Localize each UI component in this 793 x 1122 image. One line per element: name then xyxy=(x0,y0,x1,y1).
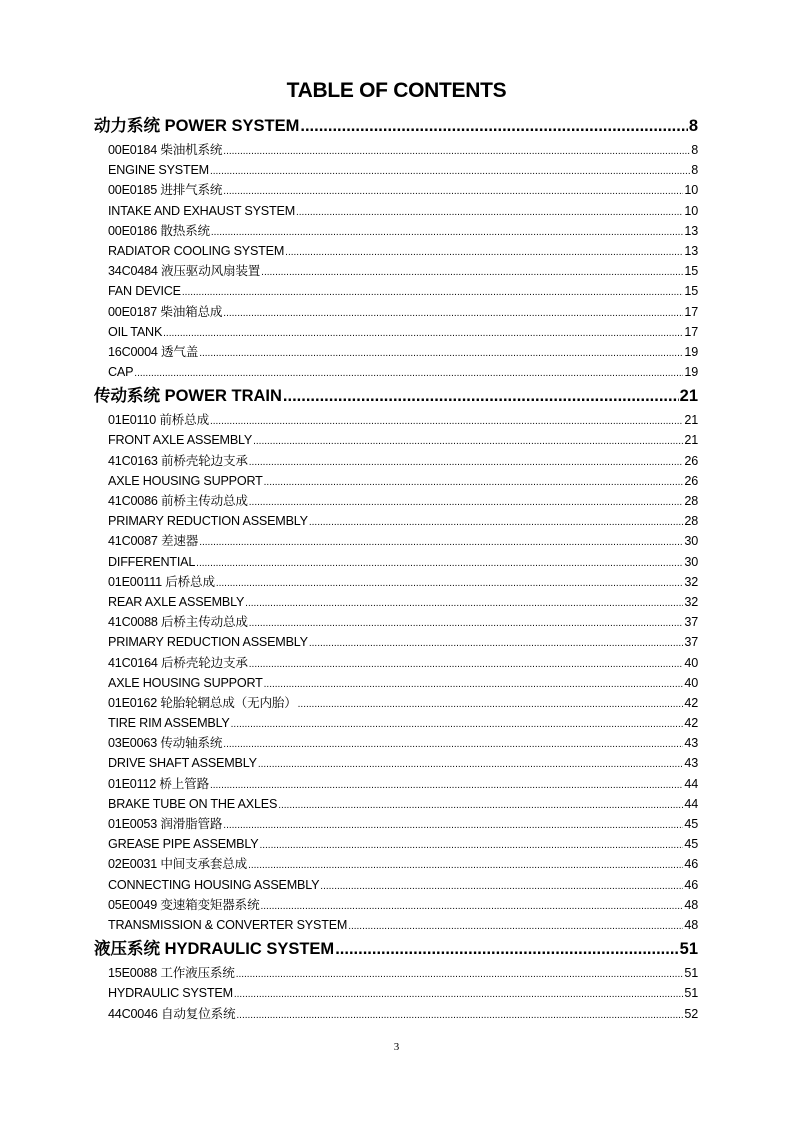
toc-page-number: 45 xyxy=(684,817,698,831)
dot-leader xyxy=(231,713,684,735)
toc-entry-label: 05E0049 变速箱变矩器系统 xyxy=(108,897,260,912)
toc-page-number: 40 xyxy=(684,655,698,670)
toc-entry[interactable] xyxy=(94,774,698,794)
toc-page-number: 10 xyxy=(684,183,698,198)
toc-entry-label: 02E0031 中间支承套总成 xyxy=(108,857,248,872)
toc-entry-label: RADIATOR COOLING SYSTEM xyxy=(108,243,285,258)
toc-entry-label: 传动系统 POWER TRAIN xyxy=(94,387,282,406)
toc-entry-label: 41C0164 后桥壳轮边支承 xyxy=(108,655,248,670)
toc-section-heading[interactable] xyxy=(94,112,698,140)
dot-leader xyxy=(199,342,683,364)
toc-page-number: 46 xyxy=(684,857,698,872)
toc-entry-label: AXLE HOUSING SUPPORT xyxy=(108,473,263,488)
toc-page-number: 19 xyxy=(684,344,698,359)
toc-page-number: 10 xyxy=(684,203,698,218)
toc-page-number: 17 xyxy=(684,304,698,319)
toc-page-number: 28 xyxy=(684,514,698,529)
dot-leader xyxy=(210,160,690,182)
toc-entry[interactable] xyxy=(94,915,698,935)
dot-leader xyxy=(283,382,679,410)
toc-entry[interactable] xyxy=(94,612,698,632)
toc-page-number: 30 xyxy=(684,554,698,569)
toc-entry-label: 01E00111 后桥总成 xyxy=(108,574,215,589)
toc-entry-label: FRONT AXLE ASSEMBLY xyxy=(108,433,253,448)
toc-entry-label: 00E0185 进排气系统 xyxy=(108,183,223,198)
dot-leader xyxy=(134,362,683,384)
dot-leader xyxy=(245,592,683,614)
dot-leader xyxy=(264,471,684,493)
dot-leader xyxy=(249,491,684,513)
toc-entry-label: 41C0086 前桥主传动总成 xyxy=(108,494,248,508)
toc-entry-label: 15E0088 工作液压系统 xyxy=(108,966,235,981)
dot-leader xyxy=(296,201,683,223)
page-number: 3 xyxy=(393,1041,400,1053)
toc-entry[interactable] xyxy=(94,592,698,612)
dot-leader xyxy=(261,261,683,283)
dot-leader xyxy=(309,511,684,533)
toc-entry[interactable] xyxy=(94,221,698,241)
toc-entry-label: DRIVE SHAFT ASSEMBLY xyxy=(108,756,257,771)
toc-entry-label: 41C0087 差速器 xyxy=(108,534,199,549)
dot-leader xyxy=(259,834,683,856)
dot-leader xyxy=(210,774,683,796)
toc-page-number: 51 xyxy=(679,940,698,959)
toc-entry[interactable] xyxy=(94,753,698,773)
dot-leader xyxy=(335,935,678,963)
toc-entry[interactable] xyxy=(94,451,698,471)
toc-entry-label: ENGINE SYSTEM xyxy=(108,163,209,178)
toc-entry[interactable] xyxy=(94,693,698,713)
toc-entry-label: GREASE PIPE ASSEMBLY xyxy=(108,837,259,852)
dot-leader xyxy=(258,753,684,775)
toc-entry[interactable] xyxy=(94,653,698,673)
toc-entry[interactable] xyxy=(94,241,698,261)
toc-entry-label: 液压系统 HYDRAULIC SYSTEM xyxy=(94,940,335,959)
toc-entry[interactable] xyxy=(94,733,698,753)
toc-page-number: 51 xyxy=(684,986,698,1001)
dot-leader xyxy=(236,1004,683,1026)
toc-entry[interactable] xyxy=(94,281,698,301)
toc-page-number: 44 xyxy=(684,796,698,811)
dot-leader xyxy=(248,854,683,876)
dot-leader xyxy=(249,451,684,473)
page-title: TABLE OF CONTENTS xyxy=(286,79,507,102)
toc-entry-label: PRIMARY REDUCTION ASSEMBLY xyxy=(108,514,308,529)
toc-entry[interactable] xyxy=(94,261,698,281)
toc-entry-label: PRIMARY REDUCTION ASSEMBLY xyxy=(108,635,308,650)
toc-entry[interactable] xyxy=(94,834,698,854)
toc-entry-label: 00E0186 散热系统 xyxy=(108,223,210,238)
dot-leader xyxy=(298,693,684,715)
toc-entry-label: 41C0088 后桥主传动总成 xyxy=(108,615,248,630)
toc-entry[interactable] xyxy=(94,572,698,592)
dot-leader xyxy=(234,983,684,1005)
toc-page-number: 19 xyxy=(684,365,698,380)
toc-page-number: 45 xyxy=(684,837,698,852)
toc-page-number: 48 xyxy=(684,897,698,912)
toc-entry-label: TIRE RIM ASSEMBLY xyxy=(108,716,230,731)
dot-leader xyxy=(253,430,683,452)
toc-page-number: 37 xyxy=(684,615,698,630)
toc-entry[interactable] xyxy=(94,362,698,382)
dot-leader xyxy=(249,612,684,634)
toc-entry-label: REAR AXLE ASSEMBLY xyxy=(108,594,245,609)
toc-page-number: 21 xyxy=(684,433,698,448)
toc-page-number: 13 xyxy=(684,243,698,258)
dot-leader xyxy=(348,915,683,937)
toc-section-heading[interactable] xyxy=(94,935,698,963)
toc-entry[interactable] xyxy=(94,963,698,983)
toc-entry-label: 01E0053 润滑脂管路 xyxy=(108,817,223,831)
toc-entry-label: 41C0163 前桥壳轮边支承 xyxy=(108,453,248,468)
toc-page-number: 42 xyxy=(684,695,698,710)
toc-entry[interactable] xyxy=(94,531,698,551)
toc-entry-label: 01E0110 前桥总成 xyxy=(108,413,209,428)
toc-entry[interactable] xyxy=(94,491,698,511)
toc-entry[interactable] xyxy=(94,552,698,572)
toc-entry[interactable] xyxy=(94,673,698,693)
toc-entry[interactable] xyxy=(94,160,698,180)
toc-page-number: 8 xyxy=(688,117,698,135)
toc-entry-label: OIL TANK xyxy=(108,324,163,339)
toc-page-number: 13 xyxy=(684,223,698,238)
dot-leader xyxy=(285,241,683,263)
toc-entry-label: 34C0484 液压驱动风扇装置 xyxy=(108,264,261,279)
dot-leader xyxy=(320,875,683,897)
toc-entry-label: CAP xyxy=(108,365,134,380)
toc-page-number: 43 xyxy=(684,736,698,751)
toc-entry[interactable] xyxy=(94,794,698,814)
toc-page-number: 48 xyxy=(684,917,698,932)
toc-page-number: 44 xyxy=(684,776,698,791)
toc-entry-label: AXLE HOUSING SUPPORT xyxy=(108,675,263,690)
toc-entry[interactable] xyxy=(94,983,698,1003)
toc-section-heading[interactable] xyxy=(94,382,698,410)
toc-entry-label: 01E0162 轮胎轮辋总成（无内胎） xyxy=(108,695,297,710)
toc-entry-label: 44C0046 自动复位系统 xyxy=(108,1006,236,1021)
toc-page-number: 17 xyxy=(684,324,698,339)
toc-entry[interactable] xyxy=(94,854,698,874)
dot-leader xyxy=(216,572,684,594)
toc-page-number: 46 xyxy=(684,877,698,892)
toc-page-number: 21 xyxy=(679,387,698,406)
toc-page-number: 8 xyxy=(691,163,698,178)
toc-entry-label: 16C0004 透气盖 xyxy=(108,344,199,359)
toc-entry[interactable] xyxy=(94,511,698,531)
toc-page-number: 37 xyxy=(684,635,698,650)
toc-entry-label: 00E0184 柴油机系统 xyxy=(108,143,223,157)
toc-page-number: 21 xyxy=(684,413,698,428)
toc-entry-label: HYDRAULIC SYSTEM xyxy=(108,986,233,1001)
dot-leader xyxy=(196,552,683,574)
toc-page-number: 28 xyxy=(684,494,698,508)
toc-page-number: 43 xyxy=(684,756,698,771)
toc-entry-label: INTAKE AND EXHAUST SYSTEM xyxy=(108,203,295,218)
toc-entry[interactable] xyxy=(94,875,698,895)
dot-leader xyxy=(249,653,684,675)
table-of-contents xyxy=(94,112,698,1024)
toc-page-number: 52 xyxy=(684,1006,698,1021)
toc-page-number: 15 xyxy=(684,264,698,279)
toc-page-number: 8 xyxy=(691,143,698,157)
toc-page-number: 26 xyxy=(684,453,698,468)
toc-entry[interactable] xyxy=(94,410,698,430)
toc-entry[interactable] xyxy=(94,632,698,652)
dot-leader xyxy=(163,322,683,344)
toc-page-number: 32 xyxy=(684,594,698,609)
toc-entry-label: BRAKE TUBE ON THE AXLES xyxy=(108,796,278,811)
toc-entry[interactable] xyxy=(94,430,698,450)
toc-entry[interactable] xyxy=(94,201,698,221)
toc-page-number: 26 xyxy=(684,473,698,488)
toc-entry[interactable] xyxy=(94,814,698,834)
dot-leader xyxy=(210,410,683,432)
toc-entry-label: 00E0187 柴油箱总成 xyxy=(108,304,223,319)
toc-entry-label: 03E0063 传动轴系统 xyxy=(108,736,223,751)
dot-leader xyxy=(199,531,683,553)
dot-leader xyxy=(223,733,683,755)
toc-entry-label: DIFFERENTIAL xyxy=(108,554,196,569)
toc-page-number: 15 xyxy=(684,284,698,299)
toc-entry-label: CONNECTING HOUSING ASSEMBLY xyxy=(108,877,320,892)
toc-entry-label: FAN DEVICE xyxy=(108,284,181,299)
toc-entry-label: 01E0112 桥上管路 xyxy=(108,776,209,791)
dot-leader xyxy=(309,632,684,654)
toc-page-number: 40 xyxy=(684,675,698,690)
toc-entry[interactable] xyxy=(94,895,698,915)
dot-leader xyxy=(182,281,684,303)
toc-page-number: 32 xyxy=(684,574,698,589)
toc-entry[interactable] xyxy=(94,713,698,733)
toc-entry[interactable] xyxy=(94,302,698,322)
dot-leader xyxy=(211,221,683,243)
dot-leader xyxy=(260,895,683,917)
toc-page-number: 30 xyxy=(684,534,698,549)
toc-entry[interactable] xyxy=(94,322,698,342)
toc-page-number: 42 xyxy=(684,716,698,731)
toc-entry[interactable] xyxy=(94,180,698,200)
toc-entry[interactable] xyxy=(94,140,698,160)
dot-leader xyxy=(236,963,684,985)
dot-leader xyxy=(300,112,687,140)
dot-leader xyxy=(278,794,683,816)
toc-entry[interactable] xyxy=(94,1004,698,1024)
dot-leader xyxy=(223,140,690,162)
dot-leader xyxy=(223,814,683,836)
toc-entry-label: 动力系统 POWER SYSTEM xyxy=(94,117,300,135)
dot-leader xyxy=(264,673,684,695)
toc-entry[interactable] xyxy=(94,471,698,491)
toc-entry[interactable] xyxy=(94,342,698,362)
dot-leader xyxy=(223,302,683,324)
toc-entry-label: TRANSMISSION & CONVERTER SYSTEM xyxy=(108,917,348,932)
dot-leader xyxy=(223,180,683,202)
toc-page-number: 51 xyxy=(684,966,698,981)
